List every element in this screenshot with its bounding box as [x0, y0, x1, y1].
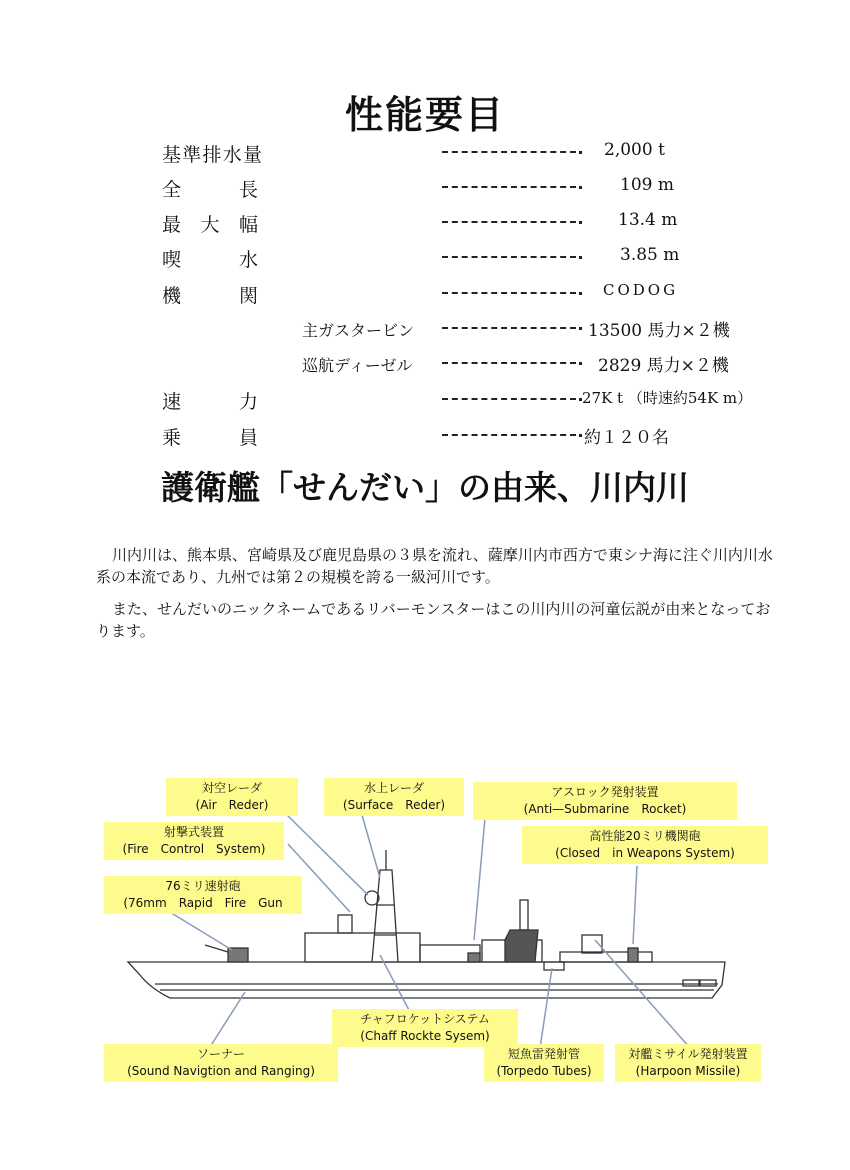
spec-value: 3.85 m — [620, 245, 680, 265]
spec-label: 最 大 幅 — [162, 214, 258, 236]
callout-sonar: ソーナー (Sound Navigtion and Ranging) — [104, 1044, 338, 1082]
spec-sub-label: 主ガスタービン — [302, 321, 415, 340]
callout-air-radar: 対空レーダ (Air Reder) — [166, 778, 298, 816]
spec-label: 基 準 排 水 量 — [162, 144, 262, 166]
spec-value: 13.4 m — [618, 210, 678, 230]
callout-torpedo: 短魚雷発射管 (Torpedo Tubes) — [484, 1044, 604, 1082]
spec-value: 109 m — [620, 175, 674, 195]
spec-value: 2829 馬力×２機 — [598, 356, 729, 376]
spec-value: CODOG — [603, 281, 679, 299]
spec-label: 機 関 — [162, 285, 258, 307]
callout-surface-radar: 水上レーダ (Surface Reder) — [324, 778, 464, 816]
spec-label: 速 力 — [162, 391, 258, 413]
spec-value: 約１２０名 — [584, 428, 669, 448]
callout-chaff: チャフロケットシステム (Chaff Rockte Sysem) — [332, 1009, 518, 1047]
callout-fire-control: 射撃式装置 (Fire Control System) — [104, 822, 284, 860]
spec-value: 27K t （時速約54K m） — [582, 389, 753, 407]
spec-label: 乗 員 — [162, 427, 258, 449]
spec-sub-label: 巡航ディーゼル — [302, 356, 413, 375]
section-heading: 護衛艦「せんだい」の由来、川内川 — [161, 468, 689, 507]
page-title: 性能要目 — [344, 93, 505, 137]
callout-gun: 76ミリ速射砲 (76mm Rapid Fire Gun — [104, 876, 302, 914]
paragraph: また、せんだいのニックネームであるリバーモンスターはこの川内川の河童伝説が由来となっております。 — [96, 600, 771, 640]
spec-value: 2,000 t — [604, 140, 665, 160]
spec-label: 全 長 — [162, 179, 258, 201]
ship-hull — [128, 962, 725, 998]
spec-label: 喫 水 — [162, 249, 258, 271]
callout-asroc: アスロック発射装置 (Anti—Submarine Rocket) — [473, 782, 737, 820]
callout-ciws: 高性能20ミリ機関砲 (Closed in Weapons System) — [522, 826, 768, 864]
spec-value: 13500 馬力×２機 — [588, 321, 730, 341]
callout-harpoon: 対艦ミサイル発射装置 (Harpoon Missile) — [615, 1044, 761, 1082]
paragraph: 川内川は、熊本県、宮崎県及び鹿児島県の３県を流れ、薩摩川内市西方で東シナ海に注ぐ川内川水系の本流であり、九州では第２の規模を誇る一級河川です。 — [96, 546, 773, 586]
